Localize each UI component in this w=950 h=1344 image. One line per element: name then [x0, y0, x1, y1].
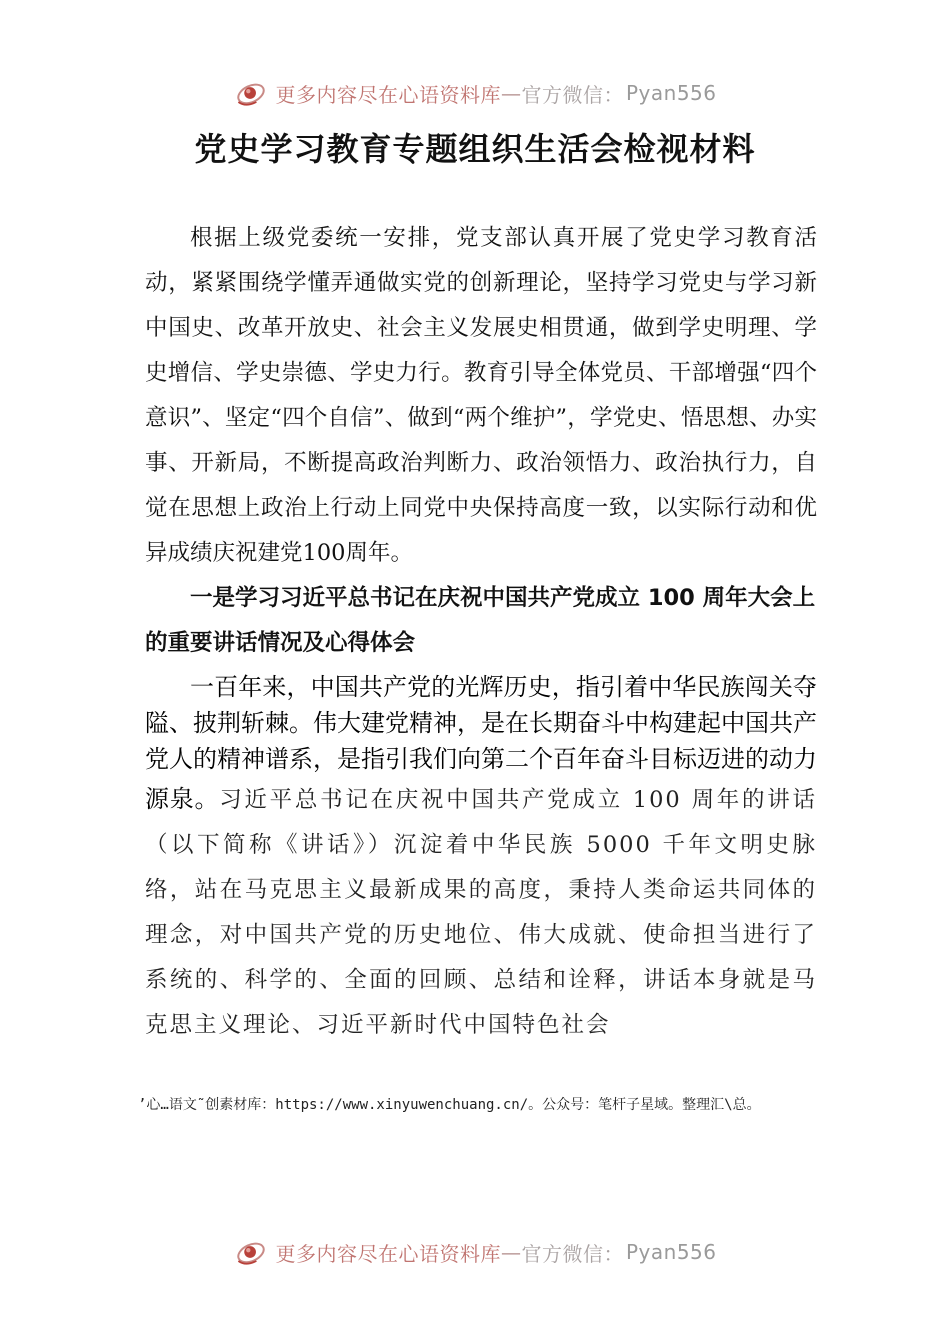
- watermark-wechat-id: Pyan556: [625, 81, 717, 105]
- document-body: [145, 216, 817, 1048]
- section-1-body-text: 习近平总书记在庆祝中国共产党成立 100 周年的讲话（以下简称《讲话》）沉淀着中华民族 5000 千年文明史脉络，站在马克思主义最新成果的高度，秉持人类命运共同体的理念，对中国共产党的历史地位、伟大成就、使命担当进行了系统的、科学的、全面的回顾、总结和诠释，讲话本身就是马克思主义理论、习近平新时代中国特色社会: [145, 787, 818, 1038]
- watermark-wechat-id: Pyan556: [625, 1240, 717, 1264]
- intro-paragraph: 根据上级党委统一安排，党支部认真开展了党史学习教育活动，紧紧围绕学懂弄通做实党的创新理论，坚持学习党史与学习新中国史、改革开放史、社会主义发展史相贯通，做到学史明理、学史增信、学史崇德、学史力行。教育引导全体党员、干部增强“四个意识”、坚定“四个自信”、做到“两个维护”，学党史、悟思想、办实事、开新局，不断提高政治判断力、政治领悟力、政治执行力，自觉在思想上政治上行动上同党中央保持高度一致，以实际行动和优异成绩庆祝建党100周年。: [145, 225, 817, 566]
- watermark-main-text: 更多内容尽在心语资料库: [275, 1241, 501, 1266]
- orbit-swirl-icon: [233, 1234, 269, 1270]
- watermark-wechat-label: 官方微信：: [521, 82, 624, 107]
- watermark-wechat-label: 官方微信：: [521, 1241, 624, 1266]
- watermark-separator: —: [500, 81, 522, 105]
- watermark-separator: —: [500, 1240, 522, 1264]
- watermark-main-text: 更多内容尽在心语资料库: [275, 82, 501, 107]
- document-title: 党史学习教育专题组织生活会检视材料: [194, 130, 756, 168]
- footer-watermark: [0, 1232, 950, 1272]
- section-heading-1: 一是学习习近平总书记在庆祝中国共产党成立 100 周年大会上的重要讲话情况及心得体会: [145, 585, 816, 656]
- section-1-lead-text: 一百年来，中国共产党的光辉历史，指引着中华民族闯关夺隘、披荆斩棘。伟大建党精神，是在长期奋斗中构建起中国共产党人的精神谱系，是指引我们向第二个百年奋斗目标迈进的动力源泉。: [145, 673, 817, 813]
- section-1-paragraph: [145, 670, 817, 1048]
- orbit-swirl-icon: [233, 75, 269, 111]
- source-footnote: ’心…语文˜创素材库：https://www.xinyuwenchuang.cn/。公众号：笔杆子星域。整理汇\总。: [138, 1097, 761, 1113]
- header-watermark: [0, 73, 950, 113]
